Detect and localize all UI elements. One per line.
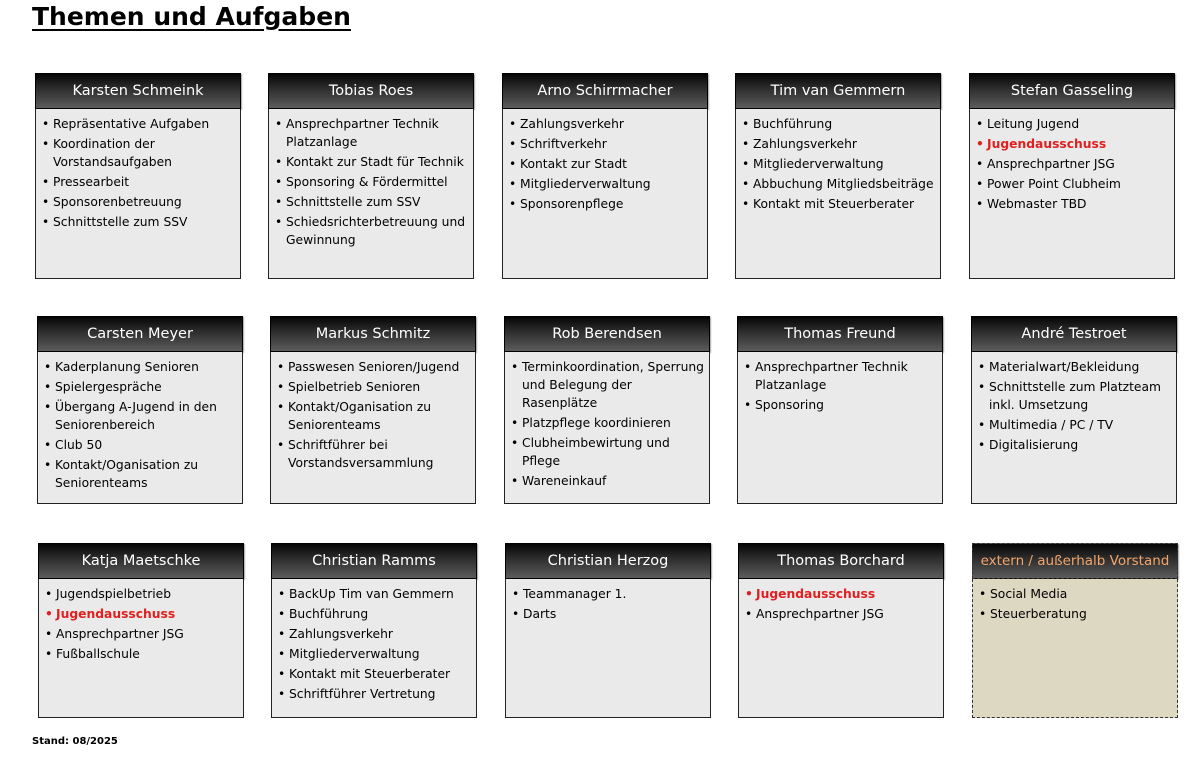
task-list-box [735, 109, 941, 279]
task-item: • Koordination der Vorstandsaufgaben [42, 135, 236, 171]
task-list [509, 115, 703, 213]
task-item: • Repräsentative Aufgaben [42, 115, 236, 133]
task-item: • Wareneinkauf [511, 472, 705, 490]
task-list [278, 585, 472, 703]
task-item: • Schriftführer Vertretung [278, 685, 472, 703]
task-list-box [37, 352, 243, 504]
task-item: • Platzpflege koordinieren [511, 414, 705, 432]
task-list-box [969, 109, 1175, 279]
extern-card [972, 543, 1178, 718]
task-item: • Schnittstelle zum SSV [42, 213, 236, 231]
member-card [38, 543, 244, 718]
task-item: • Schnittstelle zum SSV [275, 193, 469, 211]
task-item: • Kontakt mit Steuerberater [278, 665, 472, 683]
task-list-box [502, 109, 708, 279]
task-item: • Club 50 [44, 436, 238, 454]
task-item: • Kontakt zur Stadt für Technik [275, 153, 469, 171]
task-list-box [738, 579, 944, 718]
task-item-highlighted: • Jugendausschuss [976, 135, 1170, 153]
task-item: • Multimedia / PC / TV [978, 416, 1172, 434]
task-item: • Buchführung [278, 605, 472, 623]
task-item: • Sponsorenbetreuung [42, 193, 236, 211]
task-item: • Power Point Clubheim [976, 175, 1170, 193]
task-item: • Teammanager 1. [512, 585, 706, 603]
task-item: • Spielbetrieb Senioren [277, 378, 471, 396]
task-list-box [268, 109, 474, 279]
task-item: • Pressearbeit [42, 173, 236, 191]
task-list [742, 115, 936, 213]
task-item: • Clubheimbewirtung und Pflege [511, 434, 705, 470]
member-name: Tobias Roes [268, 73, 474, 109]
task-item: • Ansprechpartner Technik Platzanlage [275, 115, 469, 151]
task-item: • Abbuchung Mitgliedsbeiträge [742, 175, 936, 193]
task-list [978, 358, 1172, 454]
task-item: • Sponsorenpflege [509, 195, 703, 213]
task-item: • Kontakt/Oganisation zu Seniorenteams [277, 398, 471, 434]
task-list [45, 585, 239, 663]
task-list-box [38, 579, 244, 718]
task-item: • Sponsoring [744, 396, 938, 414]
task-item: • Jugendspielbetrieb [45, 585, 239, 603]
extern-card-title: extern / außerhalb Vorstand [972, 543, 1178, 579]
task-list-box [270, 352, 476, 504]
member-card [504, 316, 710, 504]
task-list-box [737, 352, 943, 504]
task-list [275, 115, 469, 249]
task-item: • Schriftverkehr [509, 135, 703, 153]
member-name: Markus Schmitz [270, 316, 476, 352]
task-list [744, 358, 938, 414]
member-card [271, 543, 477, 718]
task-item-highlighted: • Jugendausschuss [745, 585, 939, 603]
task-list [745, 585, 939, 623]
task-list [512, 585, 706, 623]
task-item: • Materialwart/Bekleidung [978, 358, 1172, 376]
member-card [502, 73, 708, 279]
task-item: • Ansprechpartner JSG [976, 155, 1170, 173]
task-item: • Buchführung [742, 115, 936, 133]
task-item: • Zahlungsverkehr [278, 625, 472, 643]
task-item: • Sponsoring & Fördermittel [275, 173, 469, 191]
task-item: • Kontakt zur Stadt [509, 155, 703, 173]
task-item: • Kontakt/Oganisation zu Seniorenteams [44, 456, 238, 492]
task-item: • Digitalisierung [978, 436, 1172, 454]
task-item: • Schriftführer bei Vorstandsversammlung [277, 436, 471, 472]
task-item: • Terminkoordination, Sperrung und Belegung der Rasenplätze [511, 358, 705, 412]
member-name: Tim van Gemmern [735, 73, 941, 109]
task-item: • Schiedsrichterbetreuung und Gewinnung [275, 213, 469, 249]
task-item-highlighted: • Jugendausschuss [45, 605, 239, 623]
task-list-box [35, 109, 241, 279]
member-card [969, 73, 1175, 279]
task-list-box [972, 579, 1178, 718]
task-item: • Zahlungsverkehr [742, 135, 936, 153]
member-name: Katja Maetschke [38, 543, 244, 579]
task-item: • Mitgliederverwaltung [509, 175, 703, 193]
task-item: • Passwesen Senioren/Jugend [277, 358, 471, 376]
task-list-box [504, 352, 710, 504]
task-list [511, 358, 705, 490]
member-card [268, 73, 474, 279]
task-list [42, 115, 236, 231]
member-card [270, 316, 476, 504]
task-item: • Übergang A-Jugend in den Seniorenbereich [44, 398, 238, 434]
task-item: • Steuerberatung [979, 605, 1173, 623]
task-item: • Fußballschule [45, 645, 239, 663]
task-item: • Leitung Jugend [976, 115, 1170, 133]
task-item: • Social Media [979, 585, 1173, 603]
task-list-box [971, 352, 1177, 504]
task-list [979, 585, 1173, 623]
task-item: • Ansprechpartner JSG [45, 625, 239, 643]
task-item: • Webmaster TBD [976, 195, 1170, 213]
task-list-box [505, 579, 711, 718]
task-item: • Ansprechpartner JSG [745, 605, 939, 623]
member-name: Christian Herzog [505, 543, 711, 579]
member-card [35, 73, 241, 279]
task-item: • Mitgliederverwaltung [742, 155, 936, 173]
member-card [971, 316, 1177, 504]
task-item: • Ansprechpartner Technik Platzanlage [744, 358, 938, 394]
task-list [277, 358, 471, 472]
member-card [737, 316, 943, 504]
task-item: • Zahlungsverkehr [509, 115, 703, 133]
member-card [37, 316, 243, 504]
member-name: Thomas Borchard [738, 543, 944, 579]
member-name: Thomas Freund [737, 316, 943, 352]
member-name: Carsten Meyer [37, 316, 243, 352]
task-list [44, 358, 238, 492]
status-date: Stand: 08/2025 [32, 736, 118, 747]
member-name: Rob Berendsen [504, 316, 710, 352]
task-item: • Schnittstelle zum Platzteam inkl. Umsetzung [978, 378, 1172, 414]
member-name: Karsten Schmeink [35, 73, 241, 109]
task-item: • BackUp Tim van Gemmern [278, 585, 472, 603]
task-item: • Spielergespräche [44, 378, 238, 396]
member-card [738, 543, 944, 718]
member-name: Arno Schirrmacher [502, 73, 708, 109]
member-card [505, 543, 711, 718]
task-list [976, 115, 1170, 213]
member-name: André Testroet [971, 316, 1177, 352]
task-item: • Mitgliederverwaltung [278, 645, 472, 663]
member-name: Stefan Gasseling [969, 73, 1175, 109]
task-list-box [271, 579, 477, 718]
member-name: Christian Ramms [271, 543, 477, 579]
task-item: • Kaderplanung Senioren [44, 358, 238, 376]
task-item: • Kontakt mit Steuerberater [742, 195, 936, 213]
page-title: Themen und Aufgaben [32, 2, 351, 31]
task-item: • Darts [512, 605, 706, 623]
member-card [735, 73, 941, 279]
